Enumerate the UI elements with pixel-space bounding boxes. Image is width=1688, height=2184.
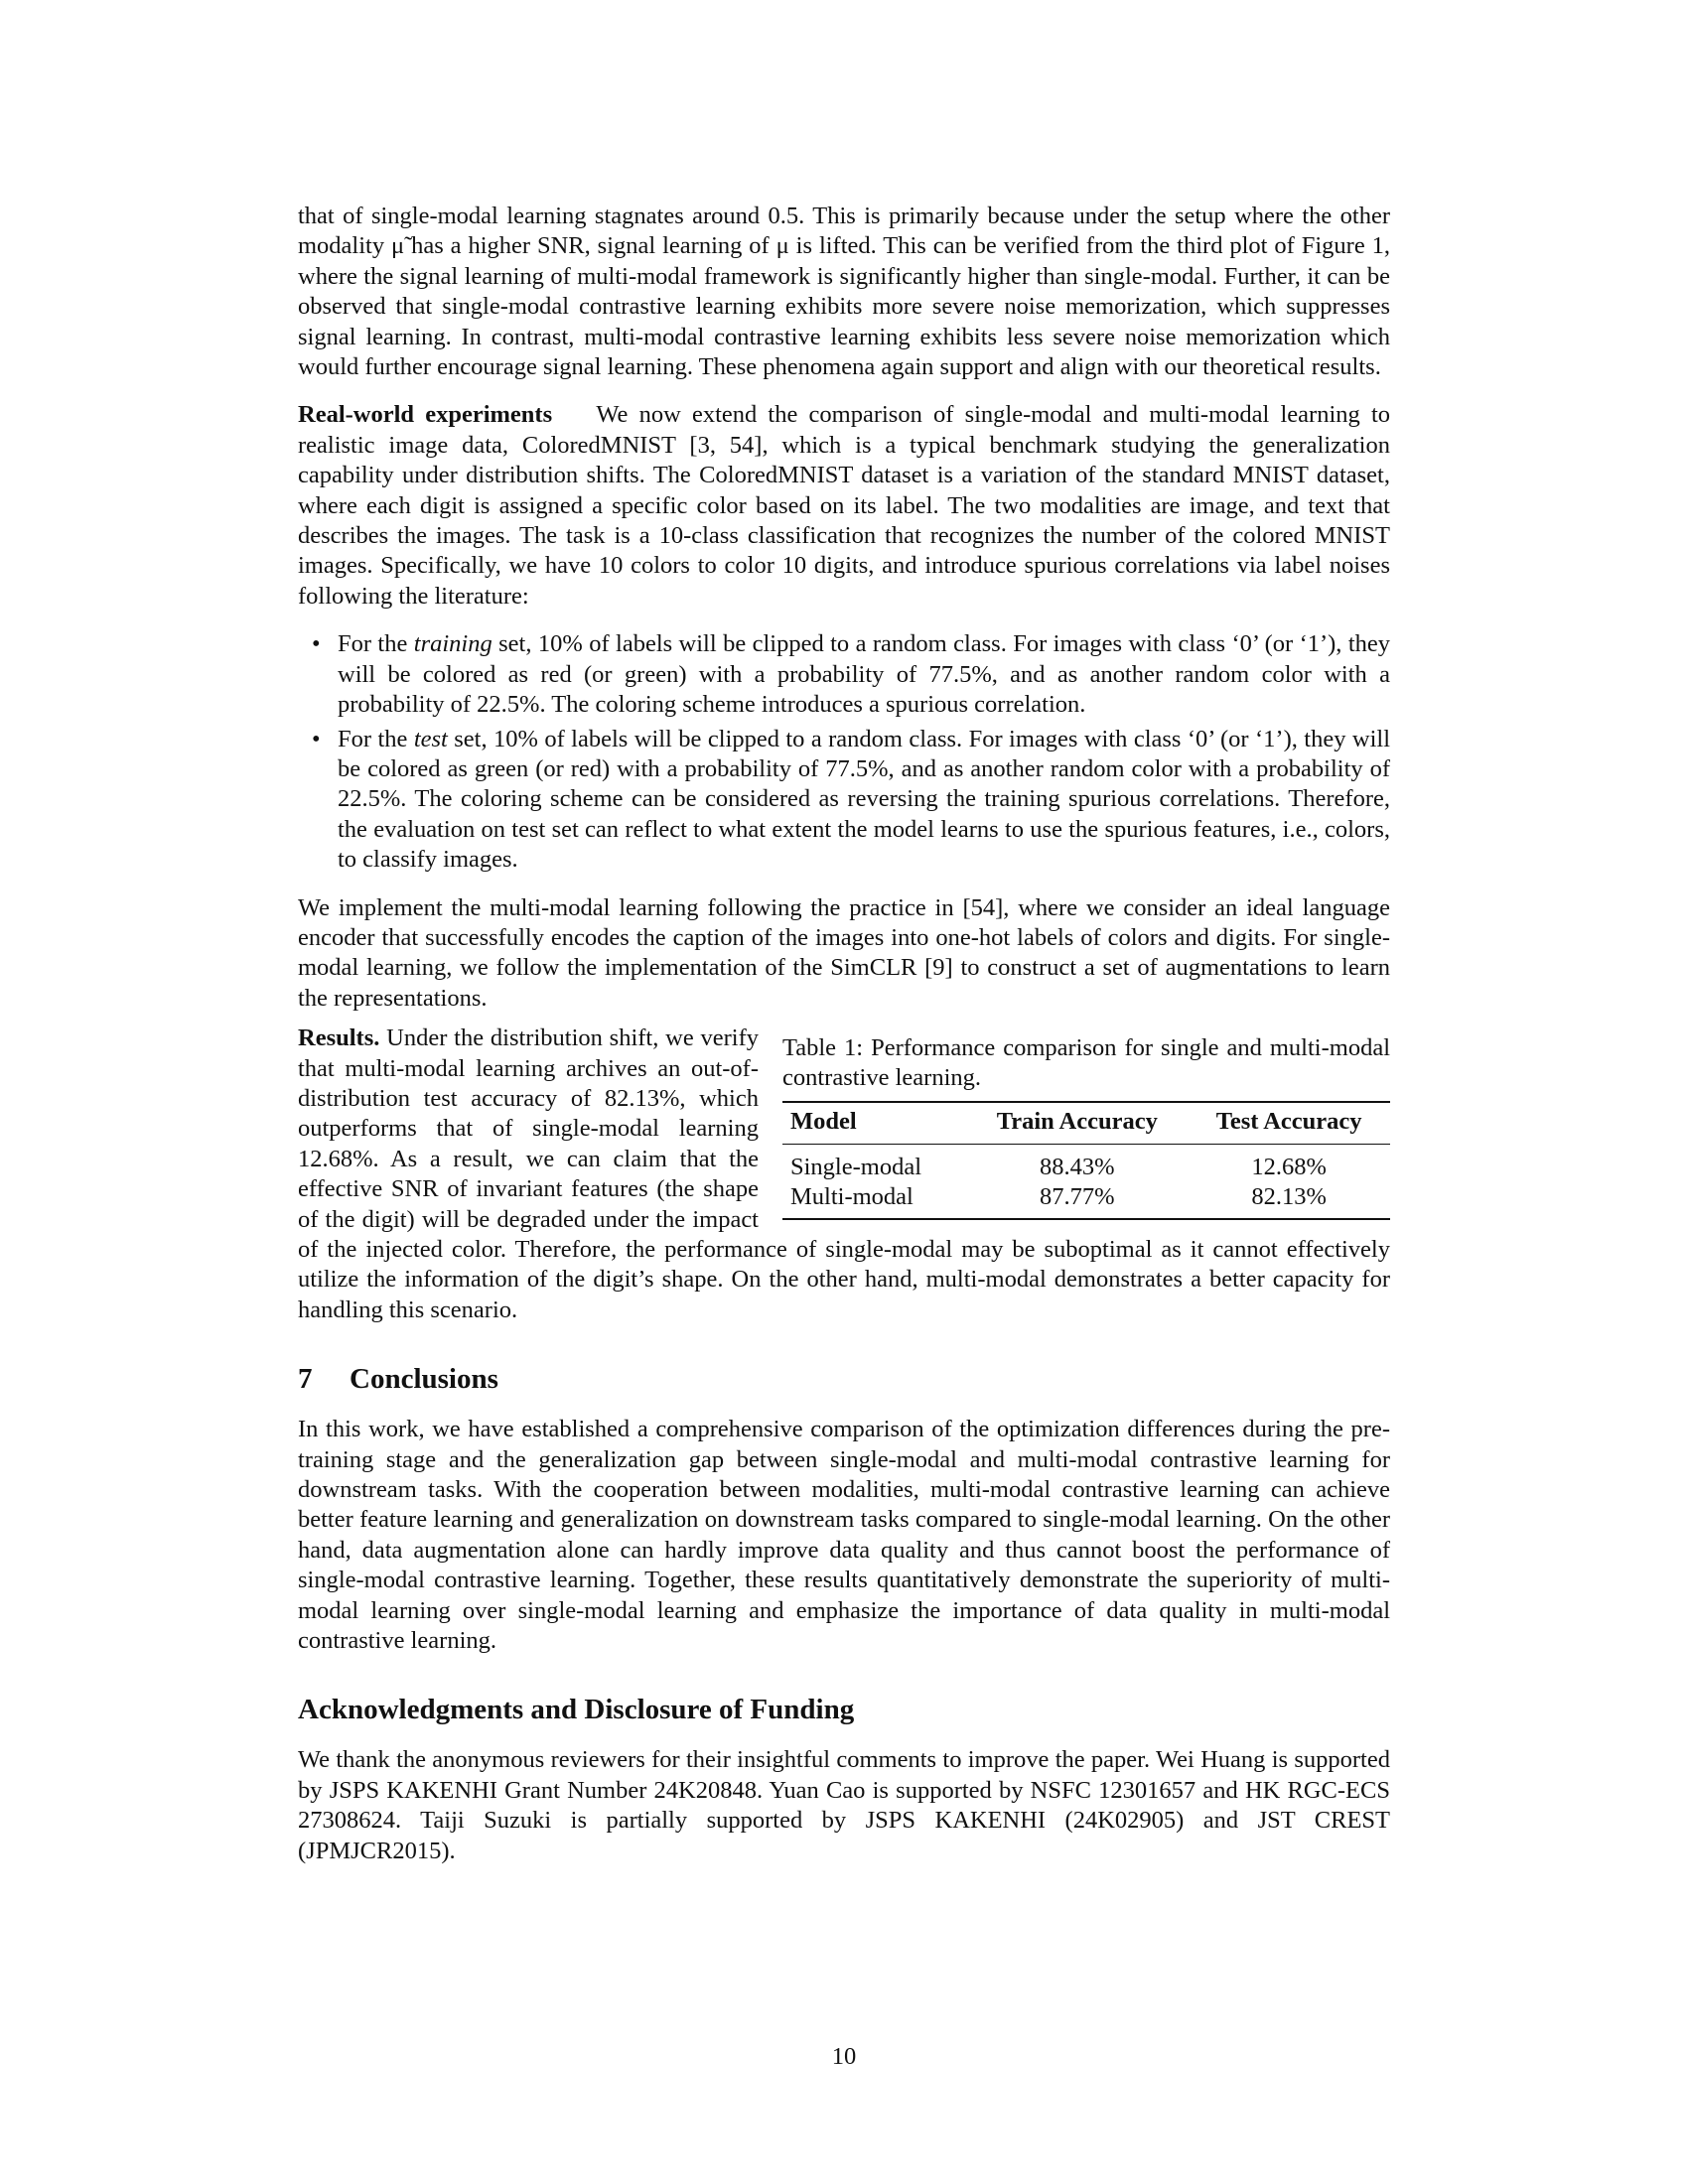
acknowledgments-paragraph: We thank the anonymous reviewers for their insightful comments to improve the paper. Wei Huang is supported by JSPS KAKENHI Grant Number 24K20848. Yuan Cao is supported by NSFC 12301657 and HK RGC-ECS 27308624. Taiji Suzuki is partially supported by JSPS KAKENHI (24K02905) and JST CREST (JPMJCR2015). bbox=[298, 1746, 1390, 1864]
acknowledgments-heading: Acknowledgments and Disclosure of Funding bbox=[298, 1694, 855, 1726]
cell-train-accuracy: 88.43% bbox=[1040, 1153, 1115, 1180]
performance-table bbox=[782, 1101, 1390, 1219]
section-number: 7 bbox=[298, 1363, 313, 1396]
cell-model: Single-modal bbox=[790, 1153, 922, 1180]
cell-model: Multi-modal bbox=[790, 1182, 914, 1210]
realworld-heading: Real-world experiments bbox=[298, 401, 553, 429]
conclusions-heading bbox=[298, 1361, 1390, 1397]
cell-train-accuracy: 87.77% bbox=[1040, 1182, 1115, 1210]
table-row bbox=[782, 1182, 1390, 1219]
bullet-training-em: training bbox=[413, 630, 492, 658]
page-number: 10 bbox=[831, 2043, 857, 2070]
cell-test-accuracy: 82.13% bbox=[1251, 1182, 1327, 1210]
table-caption: Table 1: Performance comparison for single and multi-modal contrastive learning. bbox=[782, 1034, 1390, 1092]
bullet-training bbox=[298, 629, 1390, 720]
header-model: Model bbox=[782, 1102, 966, 1144]
section-title: Conclusions bbox=[350, 1363, 498, 1396]
bullet-test-em: test bbox=[413, 725, 448, 752]
results-text: Under the distribution shift, we verify that multi-modal learning archives an out-of-distribution test accuracy of 82.13%, which outperforms that of single-modal learning 12.68%. As a result, we can claim that the effective SNR of invariant features (the shape of the digit) will be degraded under the impact of the injected color. Therefore, the performance of single-modal may be suboptimal as it cannot effectively utilize the information of the digit’s shape. On the other hand, multi-modal demonstrates a better capacity for handling this scenario. bbox=[298, 1024, 1390, 1323]
table-row bbox=[782, 1144, 1390, 1182]
bullet-test-pre: For the bbox=[338, 725, 414, 752]
bullet-list bbox=[298, 629, 1390, 875]
implement-paragraph: We implement the multi-modal learning following the practice in [54], where we consider an ideal language encoder that successfully encodes the caption of the images into one-hot labels of colors and digits. For single-modal learning, we follow the implementation of the SimCLR [9] to construct a set of augmentations to learn the representations. bbox=[298, 893, 1390, 1012]
cell-test-accuracy: 12.68% bbox=[1251, 1153, 1327, 1180]
header-test-accuracy: Test Accuracy bbox=[1188, 1102, 1390, 1144]
intro-paragraph: that of single-modal learning stagnates around 0.5. This is primarily because under the setup where the other modality μ̃ has a higher SNR, signal learning of μ is lifted. This can be verified from the third plot of Figure 1, where the signal learning of multi-modal framework is significantly higher than single-modal. Further, it can be observed that single-modal contrastive learning exhibits more severe noise memorization, which suppresses signal learning. In contrast, multi-modal contrastive learning exhibits less severe noise memorization which would further encourage signal learning. These phenomena again support and align with our theoretical results. bbox=[298, 203, 1390, 381]
results-section bbox=[298, 1024, 1390, 1325]
header-train-accuracy: Train Accuracy bbox=[966, 1102, 1188, 1144]
paper-page bbox=[298, 202, 1390, 1866]
realworld-text: We now extend the comparison of single-modal and multi-modal learning to realistic image data, ColoredMNIST [3, 54], which is a typical benchmark studying the generalization capability under distribution shifts. The ColoredMNIST dataset is a variation of the standard MNIST dataset, where each digit is assigned a specific color based on its label. The two modalities are image, and text that describes the images. The task is a 10-class classification that recognizes the number of the colored MNIST images. Specifically, we have 10 colors to color 10 digits, and introduce spurious correlations via label noises following the literature: bbox=[298, 401, 1390, 610]
conclusions-paragraph: In this work, we have established a comprehensive comparison of the optimization differences during the pre-training stage and the generalization gap between single-modal and multi-modal contrastive learning for downstream tasks. With the cooperation between modalities, multi-modal contrastive learning can achieve better feature learning and generalization on downstream tasks compared to single-modal learning. On the other hand, data augmentation alone can hardly improve data quality and thus cannot boost the performance of single-modal contrastive learning. Together, these results quantitatively demonstrate the superiority of multi-modal learning over single-modal learning and emphasize the importance of data quality in multi-modal contrastive learning. bbox=[298, 1416, 1390, 1655]
table-header-row bbox=[782, 1102, 1390, 1144]
results-heading: Results. bbox=[298, 1024, 380, 1052]
bullet-training-post: set, 10% of labels will be clipped to a random class. For images with class ‘0’ (or ‘1’), they will be colored as red (or green) with a probability of 77.5%, and as another random color with a probability of 22.5%. The coloring scheme introduces a spurious correlation. bbox=[338, 630, 1391, 719]
bullet-test bbox=[298, 725, 1390, 876]
bullet-training-pre: For the bbox=[338, 630, 414, 658]
bullet-test-post: set, 10% of labels will be clipped to a random class. For images with class ‘0’ (or ‘1’), they will be colored as green (or red) with a probability of 77.5%, and as another random color with a probability of 22.5%. The coloring scheme can be considered as reversing the training spurious correlations. Therefore, the evaluation on test set can reflect to what extent the model learns to use the spurious features, i.e., colors, to classify images. bbox=[338, 725, 1391, 874]
realworld-paragraph bbox=[298, 400, 1390, 612]
table-1 bbox=[782, 1033, 1390, 1219]
